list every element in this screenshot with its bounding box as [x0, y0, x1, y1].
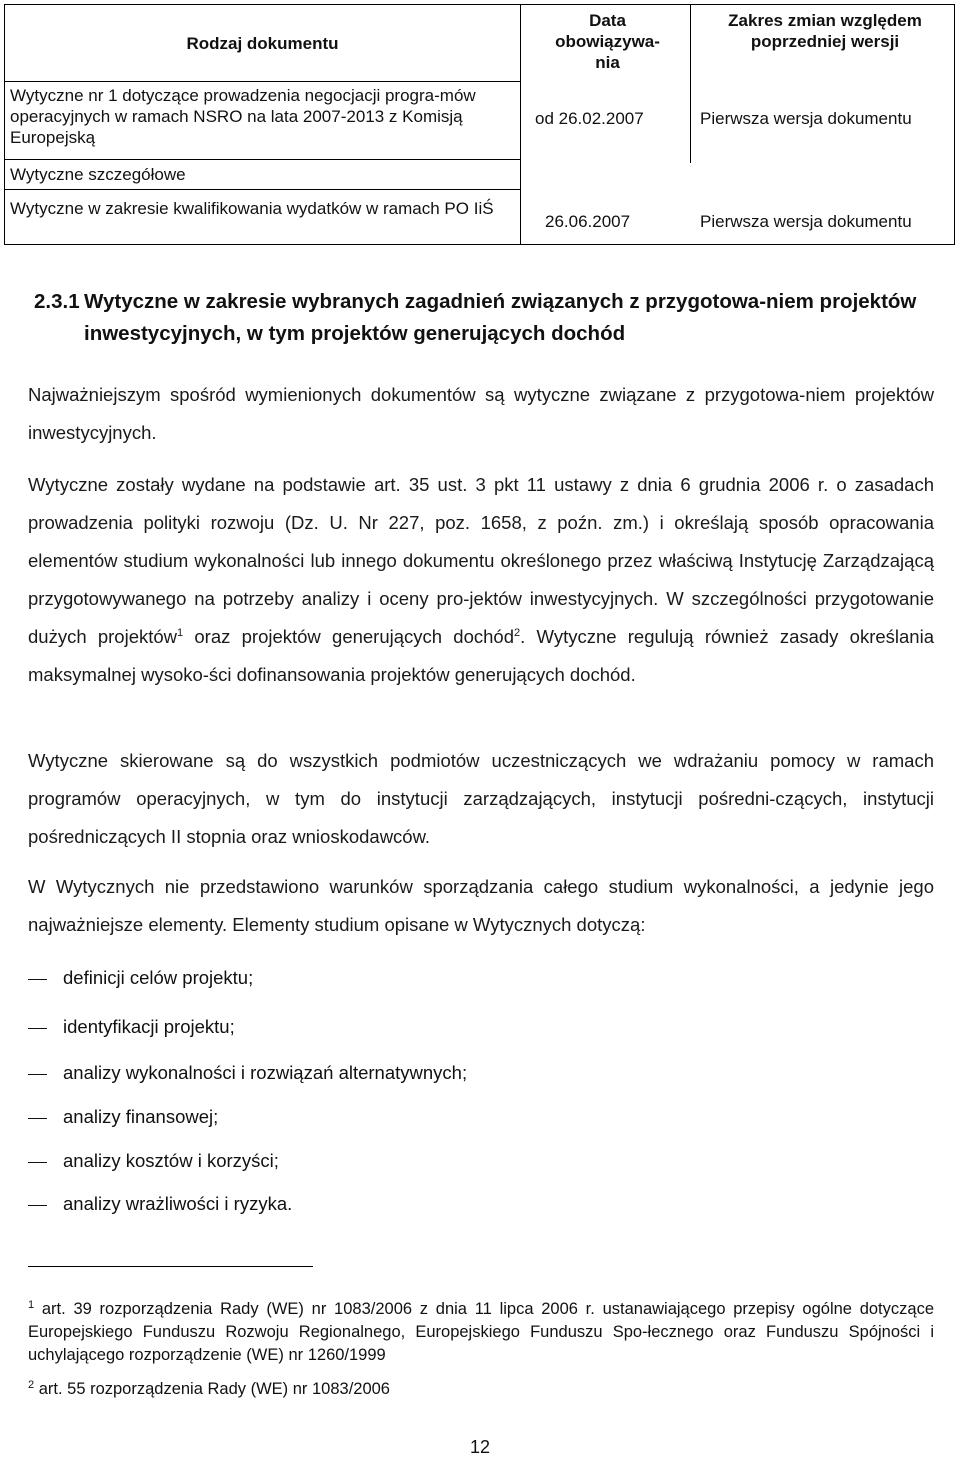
table-divider [5, 159, 520, 160]
row1-date: od 26.02.2007 [535, 109, 644, 128]
list-item: analizy finansowej; [28, 1105, 218, 1129]
table-divider [690, 5, 691, 163]
dash-icon [28, 1028, 47, 1029]
paragraph-2 [28, 466, 934, 694]
section-title: Wytyczne w zakresie wybranych zagadnień związanych z przygotowa-niem projektów inwestycyjnych, w tym projektów generujących dochód [84, 290, 917, 345]
list-item: definicji celów projektu; [28, 966, 253, 990]
document-history-table [4, 4, 955, 245]
footnote-ref-2[interactable]: 2 [514, 627, 521, 639]
section-number: 2.3.1 [34, 290, 80, 313]
footnote-2-mark: 2 [28, 1379, 35, 1391]
footnote-2 [28, 1378, 934, 1401]
list-item: analizy wrażliwości i ryzyka. [28, 1192, 292, 1216]
list-item: identyfikacji projektu; [28, 1015, 235, 1039]
row2-category: Wytyczne szczegółowe [10, 165, 186, 184]
row3-change: Pierwsza wersja dokumentu [700, 212, 912, 231]
section-heading [34, 286, 934, 350]
list-item: analizy kosztów i korzyści; [28, 1149, 279, 1173]
row1-change: Pierwsza wersja dokumentu [700, 109, 912, 128]
row3-date: 26.06.2007 [545, 212, 631, 231]
paragraph-2-text-b: oraz projektów generujących dochód [183, 626, 515, 647]
dash-icon [28, 1074, 47, 1075]
dash-icon [28, 1162, 47, 1163]
col-header-type: Rodzaj dokumentu [186, 34, 339, 53]
paragraph-1: Najważniejszym spośród wymienionych dokumentów są wytyczne związane z przygotowa-niem projektów inwestycyjnych. [28, 384, 934, 443]
paragraph-2-text-c: . Wytyczne regulują również zasady określania maksymalnej wysoko-ści dofinansowania projektów generujących dochód. [28, 626, 934, 685]
table-divider [520, 5, 521, 244]
row3-document-title: Wytyczne w zakresie kwalifikowania wydatków w ramach PO IiŚ [10, 199, 494, 218]
paragraph-3: Wytyczne skierowane są do wszystkich podmiotów uczestniczących we wdrażaniu pomocy w ramach programów operacyjnych, w tym do instytucji zarządzających, instytucji pośredni-czących, instytucji pośredniczących II stopnia oraz wnioskodawców. [28, 750, 934, 847]
footnote-1-text: art. 39 rozporządzenia Rady (WE) nr 1083/2006 z dnia 11 lipca 2006 r. ustanawiającego przepisy ogólne dotyczące Europejskiego Funduszu Rozwoju Regionalnego, Europejskiego Funduszu Spo-łecznego oraz Funduszu Spójności i uchylającego rozporządzenie (WE) nr 1260/1999 [28, 1300, 934, 1364]
paragraph-4: W Wytycznych nie przedstawiono warunków sporządzania całego studium wykonalności, a jedynie jego najważniejsze elementy. Elementy studium opisane w Wytycznych dotyczą: [28, 876, 934, 935]
row1-document-title: Wytyczne nr 1 dotyczące prowadzenia negocjacji progra-mów operacyjnych w ramach NSRO na lata 2007-2013 z Komisją Europejską [10, 86, 476, 147]
dash-icon [28, 1205, 47, 1206]
dash-icon [28, 979, 47, 980]
footnote-1 [28, 1298, 934, 1367]
table-divider [5, 81, 520, 82]
list-item: analizy wykonalności i rozwiązań alternatywnych; [28, 1061, 467, 1085]
col-header-date: Data obowiązywa-nia [555, 11, 660, 72]
footnote-separator [28, 1266, 313, 1267]
dash-icon [28, 1118, 47, 1119]
paragraph-2-text-a: Wytyczne zostały wydane na podstawie art. 35 ust. 3 pkt 11 ustawy z dnia 6 grudnia 2006 r. o zasadach prowadzenia polityki rozwoju (Dz. U. Nr 227, poz. 1658, z poźn. zm.) i określają sposób opracowania elementów studium wykonalności lub innego dokumentu określonego przez właściwą Instytucję Zarządzającą przygotowywanego na potrzeby analizy i oceny pro-jektów inwestycyjnych. W szczególności przygotowanie dużych projektów [28, 474, 934, 647]
footnote-2-text: art. 55 rozporządzenia Rady (WE) nr 1083/2006 [38, 1380, 390, 1398]
page-number: 12 [469, 1437, 491, 1457]
col-header-changes: Zakres zmian względem poprzedniej wersji [728, 11, 922, 51]
table-divider [5, 189, 520, 190]
footnote-ref-1[interactable]: 1 [177, 627, 184, 639]
footnote-1-mark: 1 [28, 1299, 35, 1311]
